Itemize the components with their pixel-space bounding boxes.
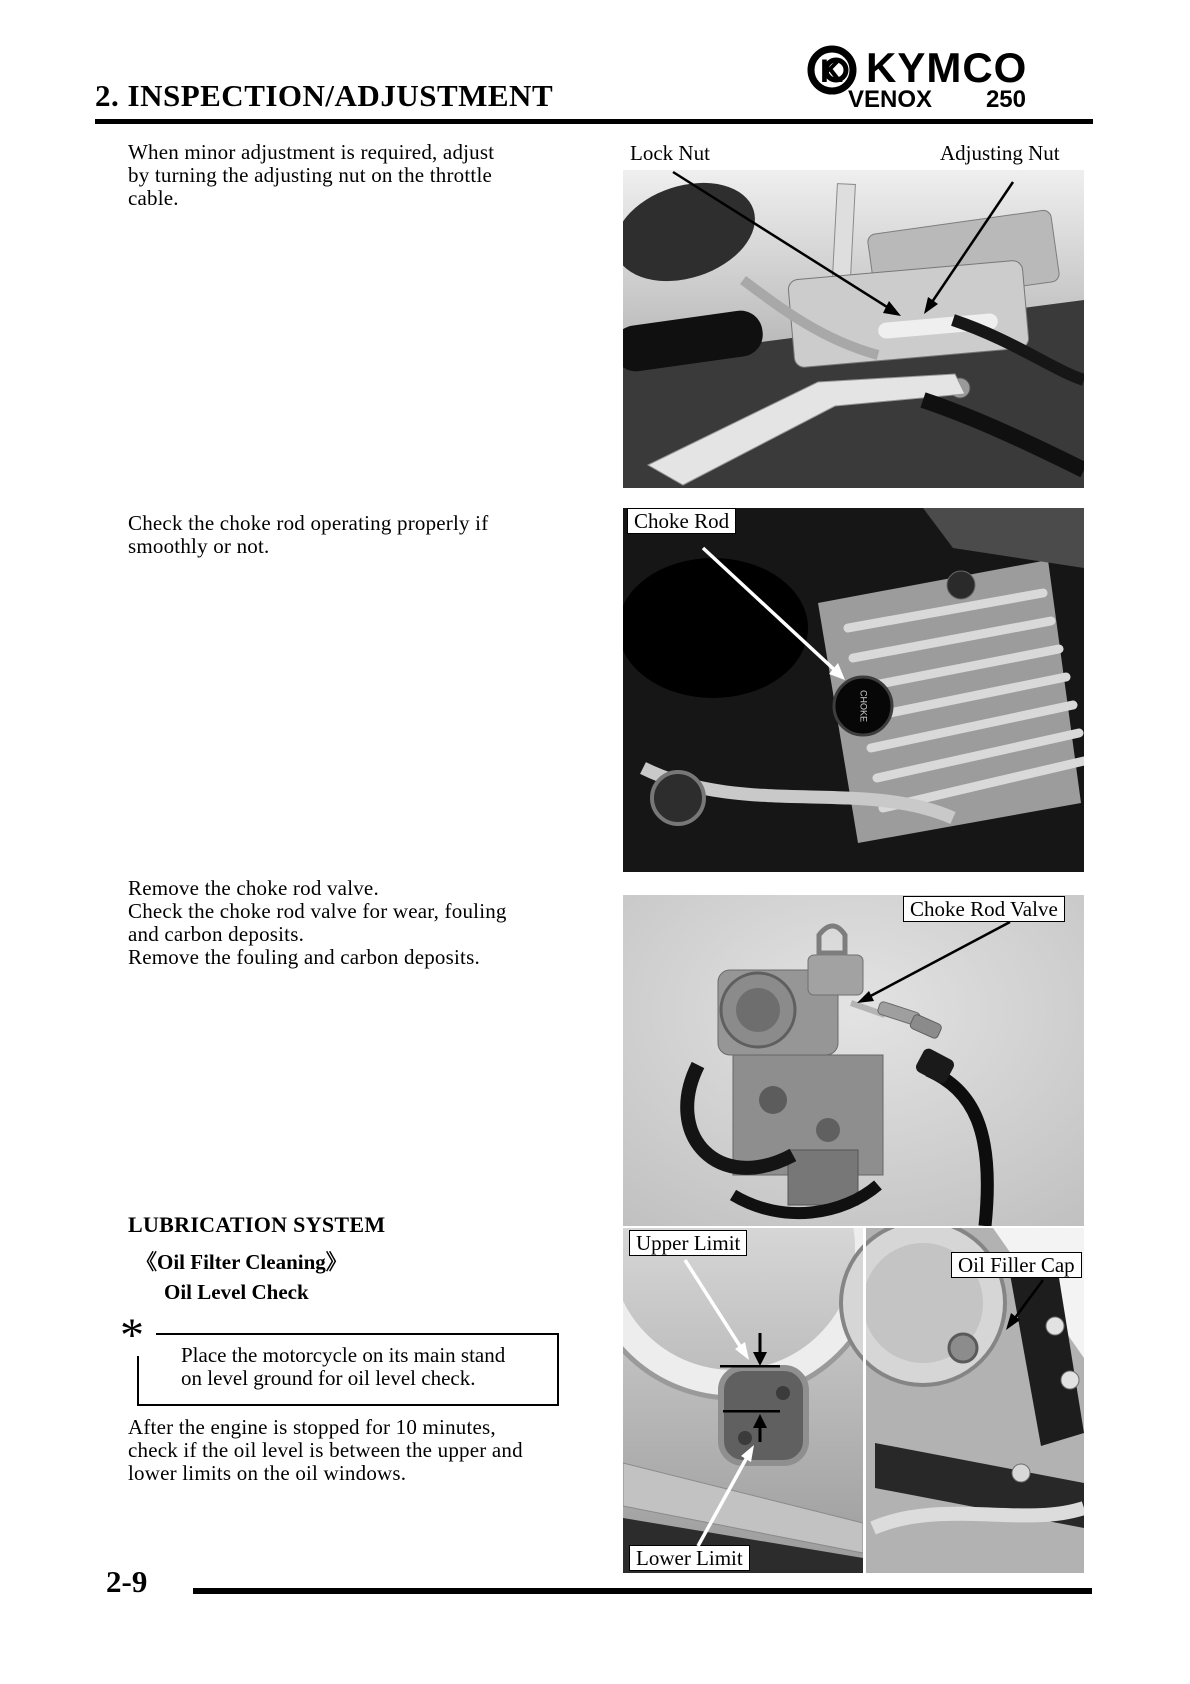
model-name: VENOX [848,86,933,113]
text-line: Remove the fouling and carbon deposits. [128,945,480,969]
note-box [137,1333,559,1406]
footer-rule [193,1588,1092,1594]
brand-name: KYMCO [866,44,1028,91]
note-text [139,1335,557,1390]
choke-knob-text: CHOKE [858,689,869,723]
text-line: smoothly or not. [128,534,270,558]
figure-choke-rod-valve [623,895,1084,1226]
step-choke-check [128,512,548,558]
text-line: After the engine is stopped for 10 minutes, [128,1415,496,1439]
figure2-photo [623,508,1084,872]
figure-choke-rod [623,508,1084,872]
oil-filter-cleaning-subheading: 《Oil Filter Cleaning》 [136,1250,347,1274]
model-line [848,86,1026,114]
choke-rod-valve-label: Choke Rod Valve [903,896,1065,922]
lubrication-heading: LUBRICATION SYSTEM [128,1212,386,1237]
para-oil-level [128,1416,558,1485]
figure1-photo [623,170,1084,488]
lower-limit-label: Lower Limit [629,1545,750,1571]
text-line: on level ground for oil level check. [181,1366,476,1390]
step-choke-valve [128,877,558,969]
text-line: cable. [128,186,179,210]
figure3-photo [623,895,1084,1226]
text-line: Check the choke rod valve for wear, fouling [128,899,507,923]
adjusting-nut-label: Adjusting Nut [940,141,1060,165]
note-asterisk: * [108,1316,156,1356]
text-line: Check the choke rod operating properly if [128,511,489,535]
text-line: lower limits on the oil windows. [128,1461,407,1485]
text-line: Remove the choke rod valve. [128,876,379,900]
upper-limit-label: Upper Limit [629,1230,747,1256]
figure-throttle-cable [623,140,1090,490]
text-line: Place the motorcycle on its main stand [181,1343,506,1367]
text-line: by turning the adjusting nut on the throttle [128,163,493,187]
model-number: 250 [985,86,1026,113]
oil-level-check-subheading: Oil Level Check [164,1280,309,1304]
text-line: and carbon deposits. [128,922,305,946]
page-title: 2. INSPECTION/ADJUSTMENT [95,78,554,113]
choke-rod-label: Choke Rod [627,508,736,534]
logo-letter: K [820,53,844,89]
header-rule [95,119,1093,124]
page-number: 2-9 [106,1564,148,1599]
figure-oil-level [623,1228,1084,1573]
text-line: When minor adjustment is required, adjust [128,140,495,164]
step-throttle-adjust [128,141,548,210]
text-line: check if the oil level is between the upper and [128,1438,523,1462]
figure4-photo [623,1228,1084,1573]
oil-filler-cap-label: Oil Filler Cap [951,1252,1082,1278]
lock-nut-label: Lock Nut [630,141,710,165]
